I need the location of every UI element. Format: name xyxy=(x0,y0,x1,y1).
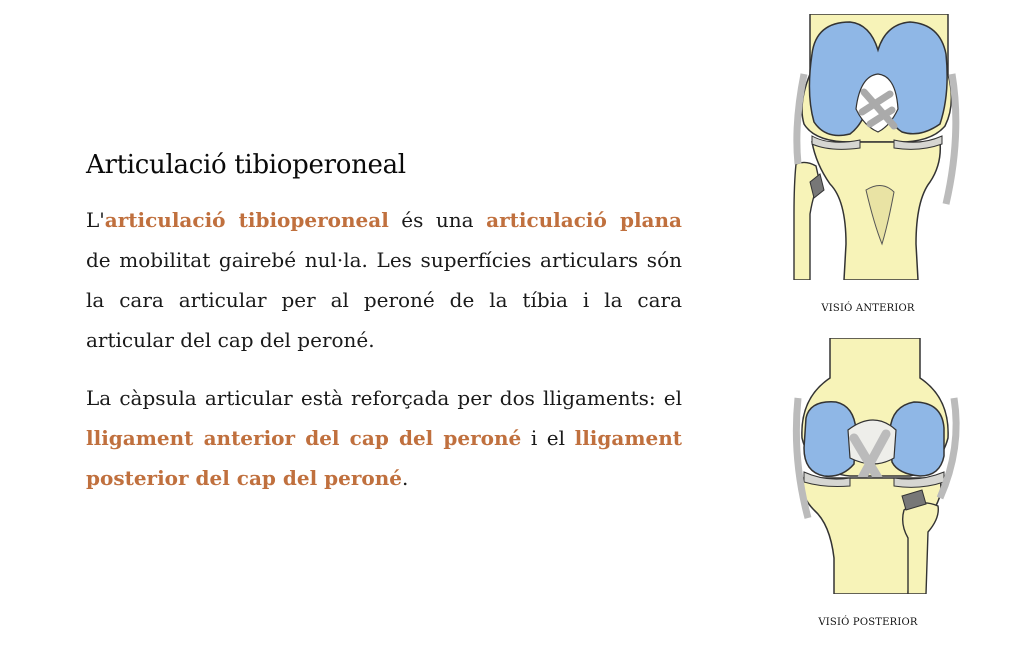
p2-middle: i el xyxy=(521,426,575,450)
p2-suffix: . xyxy=(402,466,409,490)
caption-anterior: VISIÓ ANTERIOR xyxy=(821,303,915,314)
paragraph-articulation xyxy=(86,200,682,360)
knee-posterior-illustration xyxy=(790,338,966,594)
p2-prefix: La càpsula articular està reforçada per dos lligaments: el xyxy=(86,386,682,410)
paragraph-capsule xyxy=(86,378,682,498)
p1-prefix: L' xyxy=(86,208,105,232)
link-lligament-anterior[interactable]: lligament anterior del cap del peroné xyxy=(86,426,522,450)
link-lligament-posterior[interactable]: lligament posterior del cap del peroné xyxy=(86,426,683,490)
p1-middle: és una xyxy=(388,208,487,232)
link-articulacio-tibioperoneal[interactable]: articulació tibioperoneal xyxy=(104,208,389,232)
page-title: Articulació tibioperoneal xyxy=(86,150,406,180)
p1-suffix: de mobilitat gairebé nul·la. Les superfícies articulars són la cara articular per al peroné de la tíbia i la cara articular del cap del peroné. xyxy=(86,248,682,352)
link-articulacio-plana[interactable]: articulació plana xyxy=(486,208,683,232)
knee-anterior-illustration xyxy=(790,14,966,280)
main-content xyxy=(86,150,682,516)
caption-posterior: VISIÓ POSTERIOR xyxy=(818,617,918,628)
